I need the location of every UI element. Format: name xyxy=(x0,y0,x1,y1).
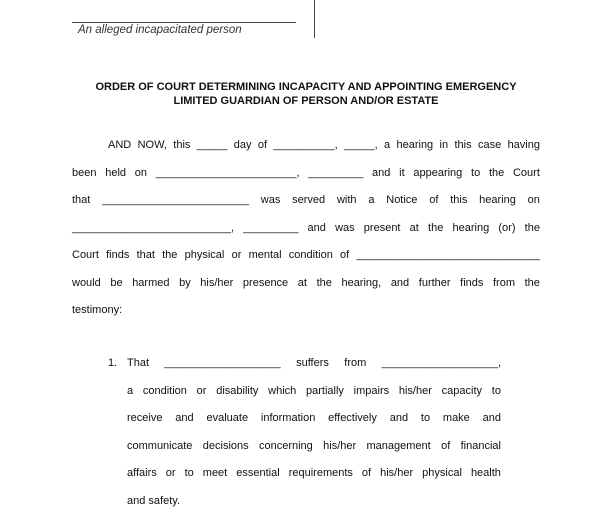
word: Court xyxy=(72,242,99,270)
word: effectively xyxy=(328,405,377,433)
word: (or) xyxy=(498,215,515,243)
word: _____, xyxy=(344,132,378,160)
word: the xyxy=(162,242,177,270)
word: held xyxy=(105,160,126,188)
title-line-1: ORDER OF COURT DETERMINING INCAPACITY AND APPOINTING EMERGENCY xyxy=(0,80,612,94)
word: hearing xyxy=(396,132,433,160)
word: of xyxy=(340,242,349,270)
word: of xyxy=(429,187,438,215)
word: condition xyxy=(143,378,187,406)
word: a xyxy=(127,378,133,406)
paragraph-line xyxy=(72,297,540,325)
word: further xyxy=(419,270,451,298)
word: from xyxy=(344,350,366,378)
finding-line xyxy=(127,488,501,515)
word: present xyxy=(364,215,401,243)
word: having xyxy=(508,132,540,160)
word: make xyxy=(443,405,470,433)
word: That xyxy=(127,350,149,378)
word: case xyxy=(478,132,501,160)
word: hearing xyxy=(453,215,490,243)
title-line-2: LIMITED GUARDIAN OF PERSON AND/OR ESTATE xyxy=(0,94,612,108)
word: __________________________, xyxy=(72,215,234,243)
word: of xyxy=(441,433,450,461)
finding-number: 1. xyxy=(108,350,117,378)
word: or xyxy=(197,378,207,406)
paragraph-line xyxy=(72,132,540,160)
word: of xyxy=(258,132,267,160)
paragraph-line xyxy=(72,242,540,270)
word: management xyxy=(367,433,431,461)
word: and xyxy=(308,215,326,243)
word: Notice xyxy=(386,187,417,215)
opening-paragraph xyxy=(72,132,540,325)
word: ___________________ xyxy=(164,350,280,378)
word: at xyxy=(298,270,307,298)
finding-line xyxy=(127,460,501,488)
word: of xyxy=(362,460,371,488)
word: condition xyxy=(289,242,333,270)
word: partially xyxy=(306,378,344,406)
paragraph-line xyxy=(72,187,540,215)
word: ______________________________ xyxy=(356,242,540,270)
word: that xyxy=(137,242,155,270)
paragraph-line xyxy=(72,270,540,298)
word: finds xyxy=(106,242,129,270)
word: on xyxy=(135,160,147,188)
word: finds xyxy=(460,270,483,298)
word: be xyxy=(110,270,122,298)
word: decisions xyxy=(203,433,249,461)
word: the xyxy=(489,160,504,188)
word: this xyxy=(173,132,190,160)
word: _____ xyxy=(197,132,228,160)
word: his/her xyxy=(200,270,233,298)
word: to xyxy=(421,405,430,433)
word: or xyxy=(232,242,242,270)
finding-line xyxy=(127,350,501,378)
word: communicate xyxy=(127,433,192,461)
word: was xyxy=(261,187,281,215)
word: his/her xyxy=(323,433,356,461)
word: the xyxy=(317,270,332,298)
document-title xyxy=(0,80,612,108)
word: hearing xyxy=(479,187,516,215)
word: the xyxy=(525,215,540,243)
paragraph-line xyxy=(72,215,540,243)
word: ___________________, xyxy=(382,350,501,378)
word: to xyxy=(185,460,194,488)
word: been xyxy=(72,160,96,188)
word: impairs xyxy=(354,378,389,406)
word: and xyxy=(483,405,501,433)
word: at xyxy=(410,215,419,243)
word: this xyxy=(450,187,467,215)
word: in xyxy=(440,132,449,160)
word: financial xyxy=(461,433,501,461)
word: hearing, xyxy=(341,270,381,298)
word: _______________________, xyxy=(156,160,300,188)
word: served xyxy=(292,187,325,215)
word: meet xyxy=(203,460,227,488)
word: a xyxy=(368,187,374,215)
word: physical xyxy=(185,242,225,270)
word: that xyxy=(72,187,90,215)
word: __________, xyxy=(273,132,337,160)
word: a xyxy=(384,132,390,160)
word: by xyxy=(179,270,191,298)
word: NOW, xyxy=(138,132,167,160)
word: the xyxy=(428,215,443,243)
word: and xyxy=(390,405,408,433)
paragraph-line xyxy=(72,160,540,188)
caption-divider xyxy=(314,0,315,38)
word: capacity xyxy=(442,378,482,406)
word: information xyxy=(261,405,315,433)
word: or xyxy=(166,460,176,488)
word: to xyxy=(471,160,480,188)
word: and xyxy=(372,160,390,188)
word: it xyxy=(399,160,405,188)
word: _________ xyxy=(308,160,363,188)
word: presence xyxy=(243,270,288,298)
word: suffers xyxy=(296,350,329,378)
caption-signature-line xyxy=(72,22,296,23)
word: AND xyxy=(108,132,131,160)
word: Court xyxy=(513,160,540,188)
word: and xyxy=(175,405,193,433)
finding-line xyxy=(127,405,501,433)
word: receive xyxy=(127,405,162,433)
word: concerning xyxy=(259,433,313,461)
word: health xyxy=(471,460,501,488)
word: harmed xyxy=(132,270,169,298)
word: appearing xyxy=(413,160,462,188)
word: day xyxy=(234,132,252,160)
finding-line-text: and safety. xyxy=(127,495,180,507)
word: physical xyxy=(422,460,462,488)
word: was xyxy=(335,215,355,243)
paragraph-line-text: testimony: xyxy=(72,304,122,316)
word: from xyxy=(493,270,515,298)
word: his/her xyxy=(380,460,413,488)
word: this xyxy=(454,132,471,160)
word: would xyxy=(72,270,101,298)
word: with xyxy=(337,187,357,215)
word: his/her xyxy=(399,378,432,406)
caption-label: An alleged incapacitated person xyxy=(78,24,242,36)
finding-line xyxy=(127,433,501,461)
word: to xyxy=(492,378,501,406)
word: requirements xyxy=(289,460,353,488)
finding-body xyxy=(127,350,501,515)
word: on xyxy=(528,187,540,215)
word: disability xyxy=(216,378,258,406)
word: which xyxy=(268,378,296,406)
word: ________________________ xyxy=(102,187,249,215)
word: the xyxy=(525,270,540,298)
word: essential xyxy=(236,460,279,488)
word: mental xyxy=(249,242,282,270)
word: and xyxy=(391,270,409,298)
word: affairs xyxy=(127,460,157,488)
word: evaluate xyxy=(206,405,248,433)
word: _________ xyxy=(243,215,298,243)
finding-line xyxy=(127,378,501,406)
